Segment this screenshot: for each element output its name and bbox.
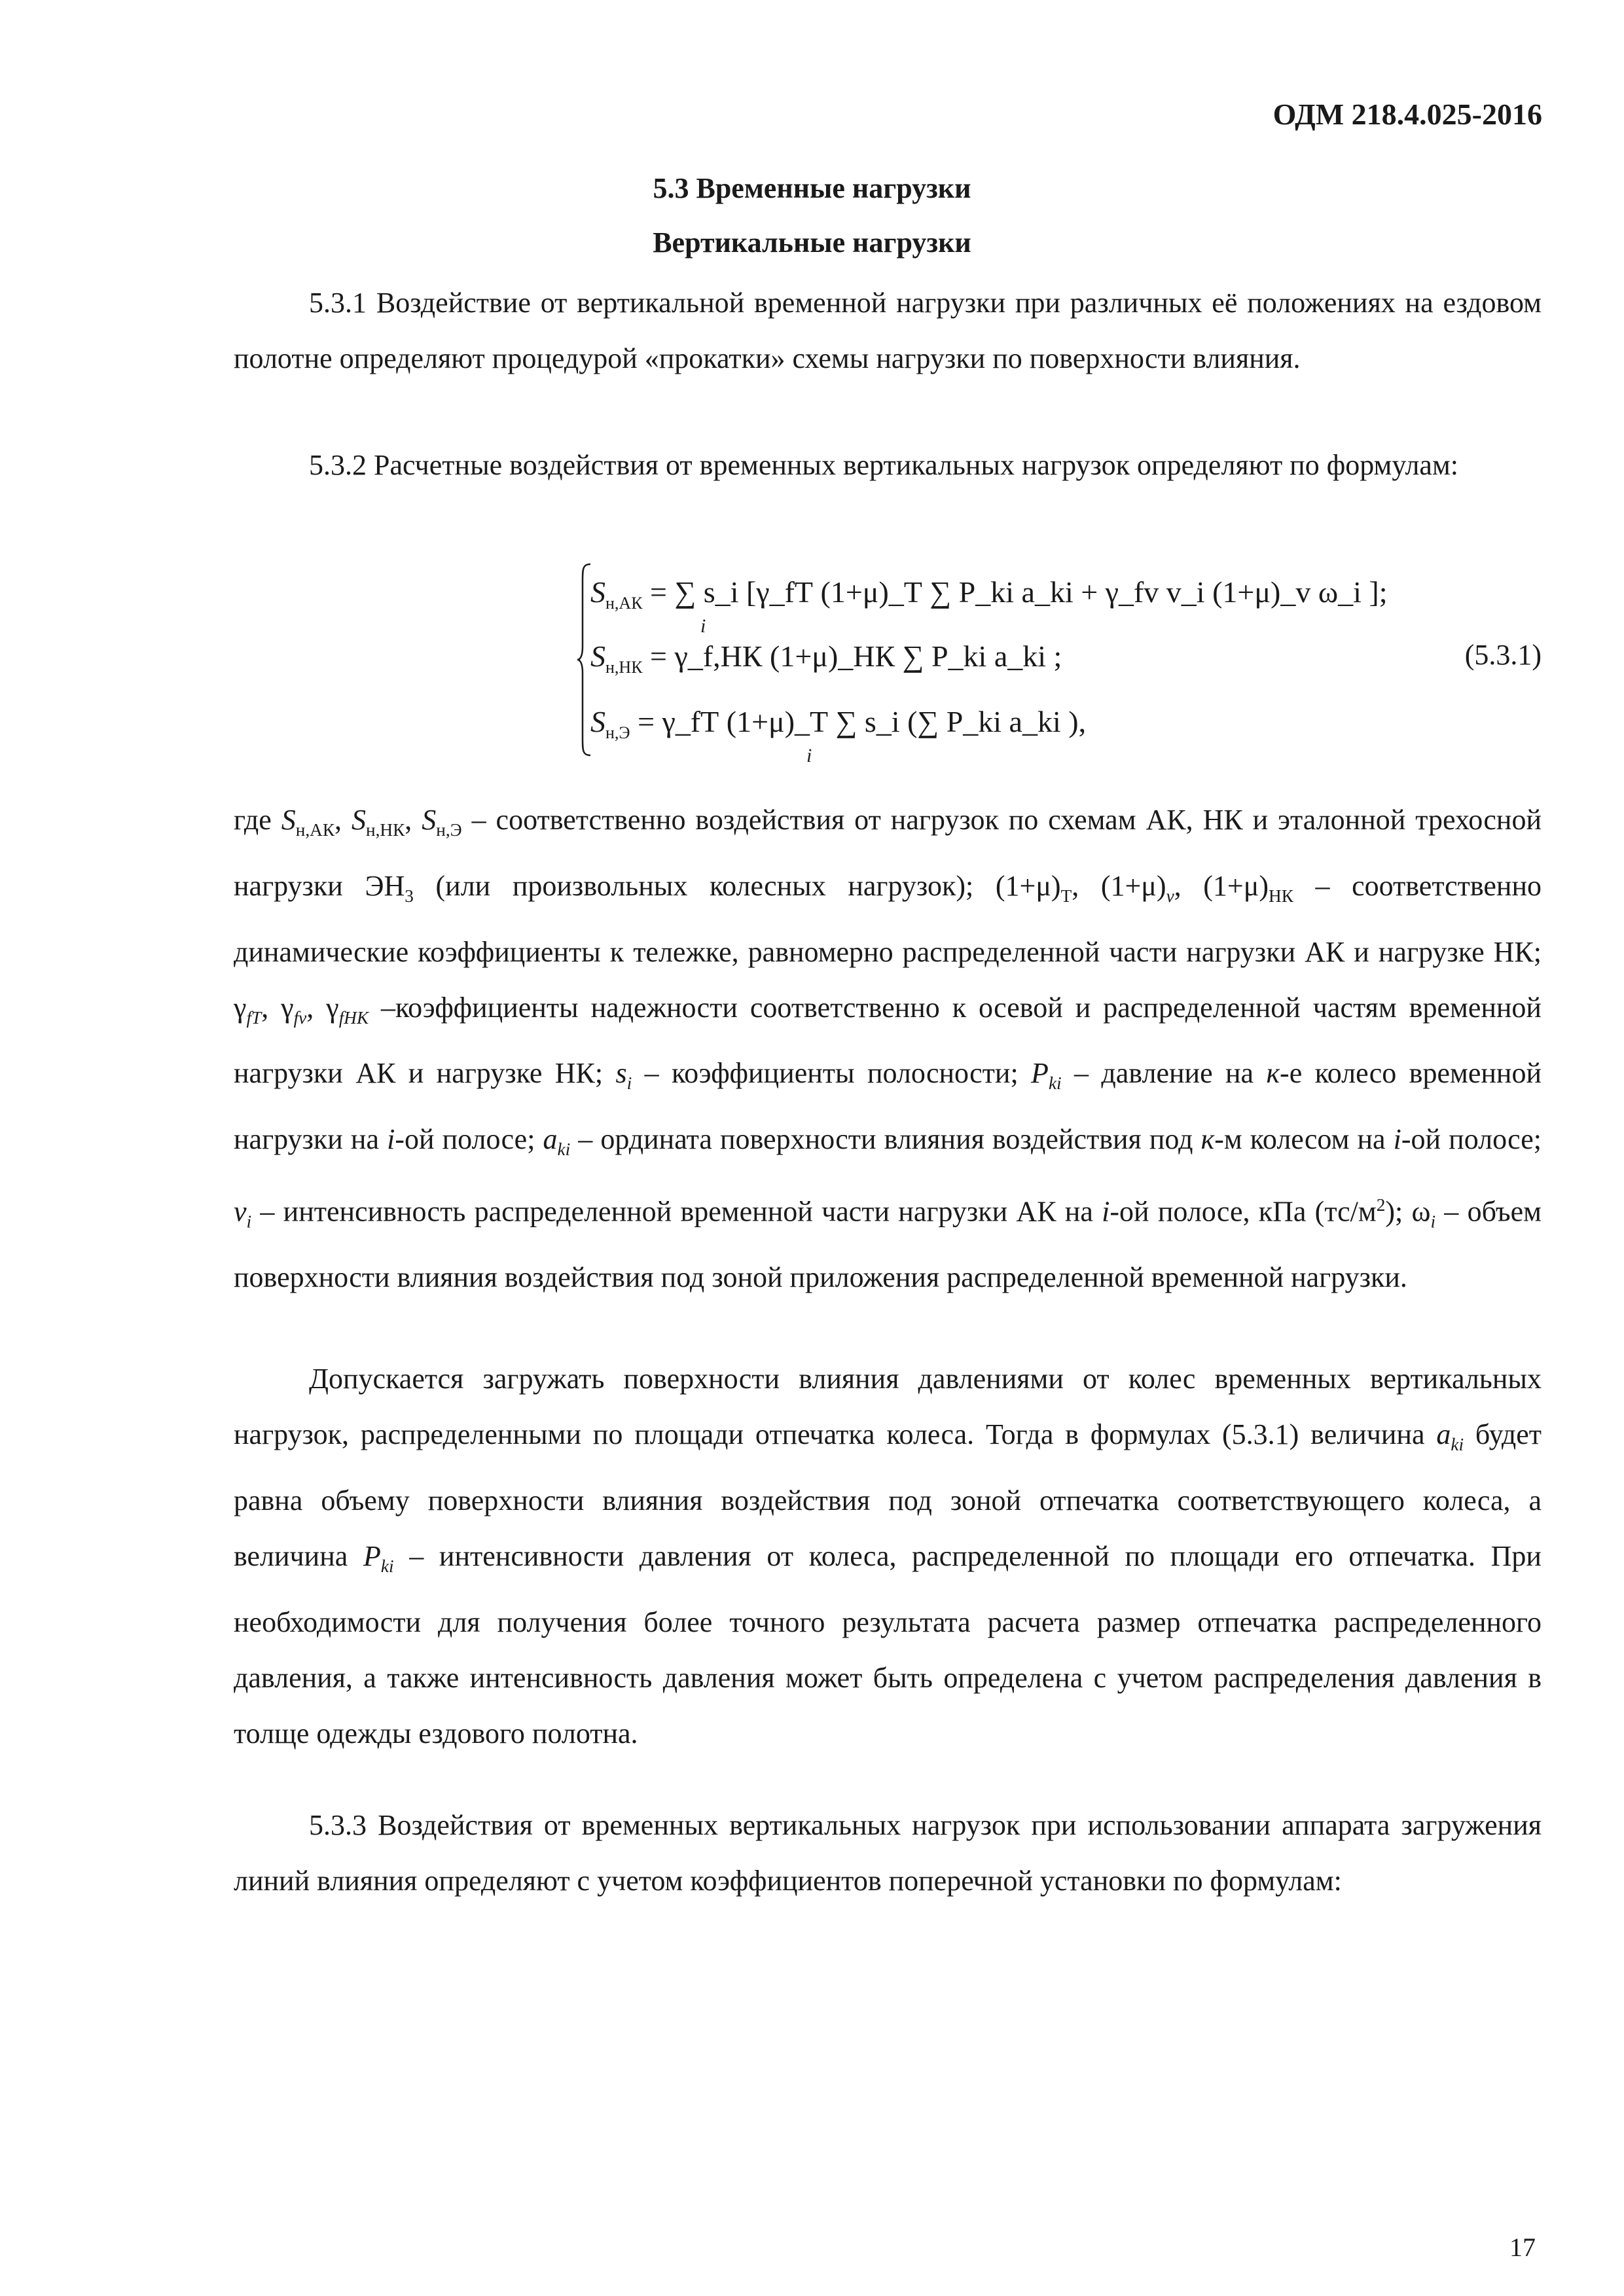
paragraph-5-3-3: 5.3.3 Воздействия от временных вертикальных нагрузок при использовании аппарата загружения линий влияния определяют с учетом коэффициентов поперечной установки по формулам: — [234, 1809, 1542, 1897]
sum-index-row1: i — [700, 615, 706, 637]
page-number: 17 — [1509, 2233, 1536, 2262]
formula-row3-lhs: S — [590, 705, 605, 738]
formula-row3-rhs: = γ_fТ (1+μ)_Т ∑ s_i (∑ P_ki a_ki ), — [638, 705, 1087, 738]
subsection-heading: Вертикальные нагрузки — [653, 226, 971, 259]
formula-row-e — [590, 704, 1086, 743]
paragraph-legend: где $S_{н,АК}$, $S_{н,НК}$, $S_{н,Э}$ – соответственно воздействия от нагрузок по схемам АК, НК и эталонной трехосной нагрузки $ЭН_3$ (или произвольных колесных нагрузок); $(1+\mu)_Т$, $(1+\mu)_v$, $(1+\mu)_{НК}$ – соответственно динамические коэффициенты к тележке, равномерно распределенной части нагрузки АК и нагрузке НК; $\gamma_{fТ}$, $\gamma_{fv}$, $\gamma_{fНК}$ –коэффициенты надежности соответственно к осевой и распределенной частям временной нагрузки АК и нагрузке НК; $s_i$ – коэффициенты полосности; $P_{ki}$ – давление на к-е колесо временной нагрузки на i-ой полосе; $a_{ki}$ – ордината поверхности влияния воздействия под к-м колесом на i-ой полосе; $v_i$ – интенсивность распределенной временной части нагрузки АК на i-ой полосе, кПа $(тс/м^2)$; $\omega_i$ – объем поверхности влияния воздействия под зоной приложения распределенной временной нагрузки. — [234, 804, 1542, 1294]
formula-system — [576, 562, 1388, 766]
paragraph-wheel-distribution: Допускается загружать поверхности влияния давлениями от колес временных вертикальных нагрузок, распределенными по площади отпечатка колеса. Тогда в формулах (5.3.1) величина $a_{ki}$ будет равна объему поверхности влияния воздействия под зоной отпечатка соответствующего колеса, а величина $P_{ki}$ – интенсивности давления от колеса, распределенной по площади его отпечатка. При необходимости для получения более точного результата расчета размер отпечатка распределенного давления, а также интенсивность давления может быть определена с учетом распределения давления в толще одежды ездового полотна. — [234, 1363, 1542, 1749]
formula-row-nk — [590, 639, 1062, 677]
formula-row1-rhs: = ∑ s_i [γ_fТ (1+μ)_Т ∑ P_ki a_ki + γ_fv v_i (1+μ)_v ω_i ]; — [650, 575, 1388, 609]
paragraph-5-3-1: 5.3.1 Воздействие от вертикальной временной нагрузки при различных её положениях на ездовом полотне определяют процедурой «прокатки» схемы нагрузки по поверхности влияния. — [234, 287, 1542, 374]
formula-row2-lhs: S — [590, 639, 605, 673]
formula-row-ak — [590, 575, 1388, 613]
formula-number: (5.3.1) — [1464, 639, 1542, 671]
paragraph-5-3-2: 5.3.2 Расчетные воздействия от временных вертикальных нагрузок определяют по формулам: — [309, 449, 1459, 481]
section-heading: 5.3 Временные нагрузки — [653, 172, 971, 204]
formula-row3-lhs-sub: н,Э — [605, 723, 630, 743]
formula-row2-lhs-sub: н,НК — [605, 658, 643, 677]
document-code: ОДМ 218.4.025-2016 — [1272, 98, 1542, 131]
formula-row1-lhs: S — [590, 575, 605, 609]
formula-row1-lhs-sub: н,АК — [605, 594, 643, 613]
sum-index-row3: i — [806, 745, 812, 766]
formula-brace — [576, 562, 592, 758]
formula-row2-rhs: = γ_f,НК (1+μ)_НК ∑ P_ki a_ki ; — [650, 639, 1062, 673]
